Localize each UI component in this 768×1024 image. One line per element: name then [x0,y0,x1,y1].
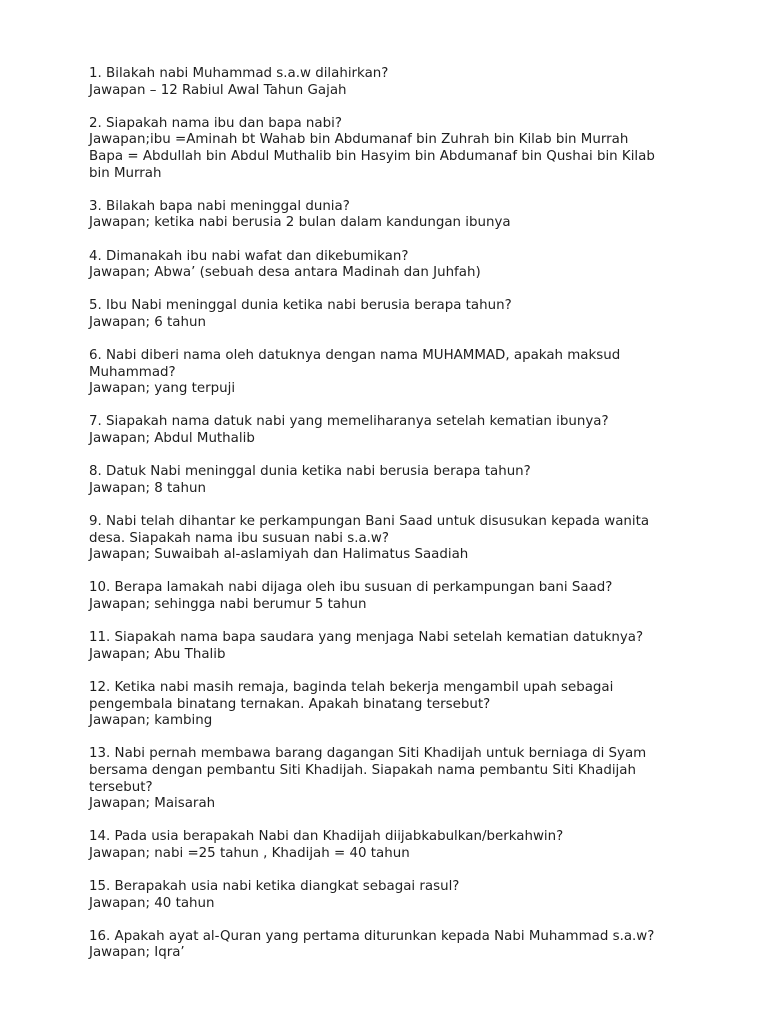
question-block [89,116,689,182]
question-block [89,680,689,730]
question-text: 13. Nabi pernah membawa barang dagangan Siti Khadijah untuk berniaga di Syam [89,746,647,762]
answer-text: Jawapan; yang terpuji [89,381,236,397]
question-text: 7. Siapakah nama datuk nabi yang memeliharanya setelah kematian ibunya? [89,414,609,430]
answer-text: Jawapan – 12 Rabiul Awal Tahun Gajah [89,82,347,98]
question-text: 15. Berapakah usia nabi ketika diangkat sebagai rasul? [89,879,460,895]
question-text: 11. Siapakah nama bapa saudara yang menjaga Nabi setelah kematian datuknya? [89,630,644,646]
question-text: 9. Nabi telah dihantar ke perkampungan Bani Saad untuk disusukan kepada wanita [89,514,650,530]
answer-text: Jawapan; kambing [89,713,213,729]
question-block [89,514,689,564]
answer-text: Jawapan; ketika nabi berusia 2 bulan dalam kandungan ibunya [89,215,511,231]
question-text: 8. Datuk Nabi meninggal dunia ketika nabi berusia berapa tahun? [89,464,531,480]
question-text: desa. Siapakah nama ibu susuan nabi s.a.w? [89,530,389,546]
question-answer-list [89,66,689,962]
question-block [89,630,689,663]
question-block [89,348,689,398]
question-text: 10. Berapa lamakah nabi dijaga oleh ibu susuan di perkampungan bani Saad? [89,580,613,596]
answer-text: Jawapan; Abu Thalib [89,646,226,662]
answer-text: Jawapan; nabi =25 tahun , Khadijah = 40 tahun [89,845,410,861]
answer-text: Jawapan; Iqra’ [89,945,185,961]
question-text: 4. Dimanakah ibu nabi wafat dan dikebumikan? [89,248,409,264]
question-block [89,414,689,447]
question-text: 6. Nabi diberi nama oleh datuknya dengan nama MUHAMMAD, apakah maksud [89,348,621,364]
question-block [89,298,689,331]
question-block [89,580,689,613]
question-block [89,929,689,962]
question-block [89,66,689,99]
question-text: bersama dengan pembantu Siti Khadijah. Siapakah nama pembantu Siti Khadijah [89,762,636,778]
question-text: tersebut? [89,779,153,795]
question-text: 1. Bilakah nabi Muhammad s.a.w dilahirkan? [89,66,389,81]
answer-text: Jawapan; 6 tahun [89,314,206,330]
question-block [89,829,689,862]
answer-text: Jawapan; 40 tahun [89,895,215,911]
question-text: 12. Ketika nabi masih remaja, baginda telah bekerja mengambil upah sebagai [89,679,614,695]
answer-text: Jawapan; sehingga nabi berumur 5 tahun [89,597,367,612]
question-text: 3. Bilakah bapa nabi meninggal dunia? [89,198,350,214]
answer-text: Jawapan; 8 tahun [89,480,206,496]
answer-text: Jawapan; Abwa’ (sebuah desa antara Madinah dan Juhfah) [89,265,481,281]
question-block [89,249,689,282]
answer-text: Jawapan;ibu =Aminah bt Wahab bin Abdumanaf bin Zuhrah bin Kilab bin Murrah [89,132,629,148]
question-text: 14. Pada usia berapakah Nabi dan Khadijah diijabkabulkan/berkahwin? [89,829,564,845]
document-page [89,66,689,979]
question-text: 2. Siapakah nama ibu dan bapa nabi? [89,115,342,131]
question-text: 16. Apakah ayat al-Quran yang pertama diturunkan kepada Nabi Muhammad s.a.w? [89,928,655,944]
question-block [89,879,689,912]
question-block [89,199,689,232]
answer-text: Jawapan; Maisarah [89,796,216,812]
question-text: 5. Ibu Nabi meninggal dunia ketika nabi berusia berapa tahun? [89,298,512,314]
question-text: Muhammad? [89,364,176,380]
question-block [89,746,689,812]
question-block [89,464,689,497]
question-text: bin Murrah [89,165,162,181]
answer-text: Jawapan; Suwaibah al-aslamiyah dan Halimatus Saadiah [89,547,469,563]
answer-text: Jawapan; Abdul Muthalib [89,431,255,447]
question-text: pengembala binatang ternakan. Apakah binatang tersebut? [89,696,491,712]
question-text: Bapa = Abdullah bin Abdul Muthalib bin Hasyim bin Abdumanaf bin Qushai bin Kilab [89,148,655,164]
